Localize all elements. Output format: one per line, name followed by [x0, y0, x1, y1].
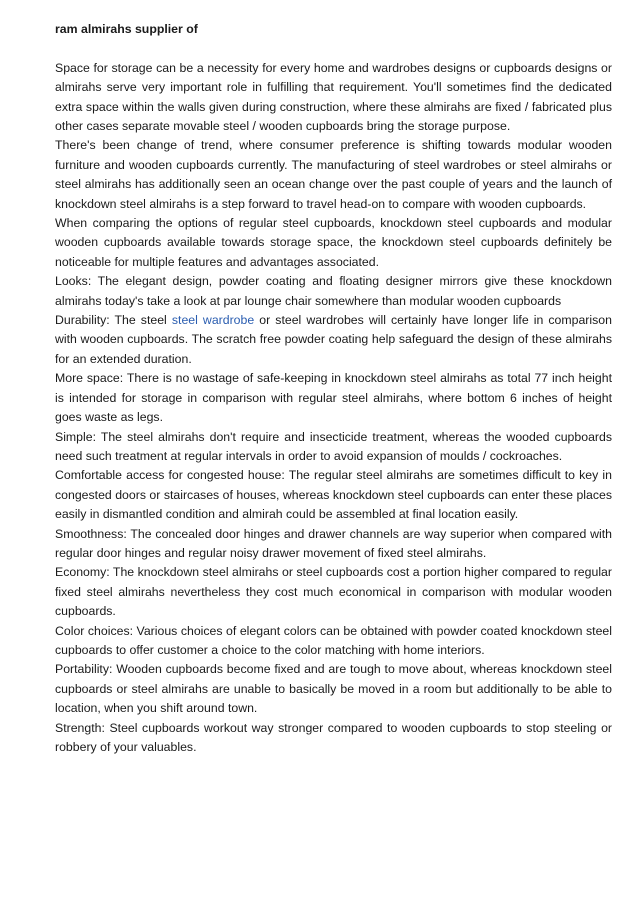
- paragraph-change-of-trend: There's been change of trend, where consumer preference is shifting towards modular wooden furniture and wooden cupboards currently. The manufacturing of steel wardrobes or steel almirahs or steel almirahs has additionally seen an ocean change over the past couple of years and the launch of knockdown steel almirahs is a step forward to travel head-on to compare with wooden cupboards.: [55, 138, 612, 211]
- paragraph-strength: Strength: Steel cupboards workout way stronger compared to wooden cupboards to stop steeling or robbery of your valuables.: [55, 720, 612, 755]
- durability-text-before: Durability: The steel: [55, 313, 172, 328]
- paragraph-smoothness: Smoothness: The concealed door hinges and drawer channels are way superior when compared with regular door hinges and regular noisy drawer movement of fixed steel almirahs.: [55, 526, 612, 560]
- paragraph-durability: [55, 311, 612, 369]
- paragraph-portability: Portability: Wooden cupboards become fixed and are tough to move about, whereas knockdown steel cupboards or steel almirahs are unable to basically be moved in a room but additionally to be able to location, when you shift around town.: [55, 662, 612, 716]
- paragraph-simple: Simple: The steel almirahs don't require and insecticide treatment, whereas the wooded cupboards need such treatment at regular intervals in order to avoid expansion of moulds / cockroaches.: [55, 429, 612, 463]
- durability-text-after: or steel wardrobes will certainly have longer life in comparison with wooden cupboards. The scratch free powder coating help safeguard the design of these almirahs for an extended duration.: [55, 313, 612, 366]
- paragraph-color-choices: Color choices: Various choices of elegant colors can be obtained with powder coated knockdown steel cupboards to offer customer a choice to the color matching with home interiors.: [55, 623, 612, 657]
- paragraph-comfortable-access: Comfortable access for congested house: The regular steel almirahs are sometimes difficult to key in congested doors or staircases of houses, whereas knockdown steel cupboards can enter these places easily in dismantled condition and almirah could be assembled at final location easily.: [55, 468, 612, 522]
- paragraph-comparing-options: When comparing the options of regular steel cupboards, knockdown steel cupboards and modular wooden cupboards available towards storage space, the knockdown steel cupboards definitely be noticeable for multiple features and advantages associated.: [55, 216, 612, 269]
- paragraph-looks: Looks: The elegant design, powder coating and floating designer mirrors give these knockdown almirahs today's take a look at par lounge chair somewhere than modular wooden cupboards: [55, 274, 612, 308]
- document-title: ram almirahs supplier of: [55, 22, 198, 36]
- paragraph-more-space: More space: There is no wastage of safe-keeping in knockdown steel almirahs as total 77 inch height is intended for storage in comparison with regular steel almirahs, where bottom 6 inches of height goes waste as legs.: [55, 371, 612, 425]
- paragraph-economy: Economy: The knockdown steel almirahs or steel cupboards cost a portion higher compared to regular fixed steel almirahs nevertheless they cost much economical in comparison with modular wooden cupboards.: [55, 565, 612, 619]
- document-page: [55, 20, 612, 757]
- steel-wardrobe-link[interactable]: steel wardrobe: [171, 313, 255, 328]
- paragraph-space-for-storage: Space for storage can be a necessity for every home and wardrobes designs or cupboards designs or almirahs serve very important role in fulfilling that requirement. You'll sometimes find the dedicated extra space within the walls given during construction, where these almirahs are fixed / fabricated plus other cases separate movable steel / wooden cupboards bring the storage purpose.: [55, 60, 612, 134]
